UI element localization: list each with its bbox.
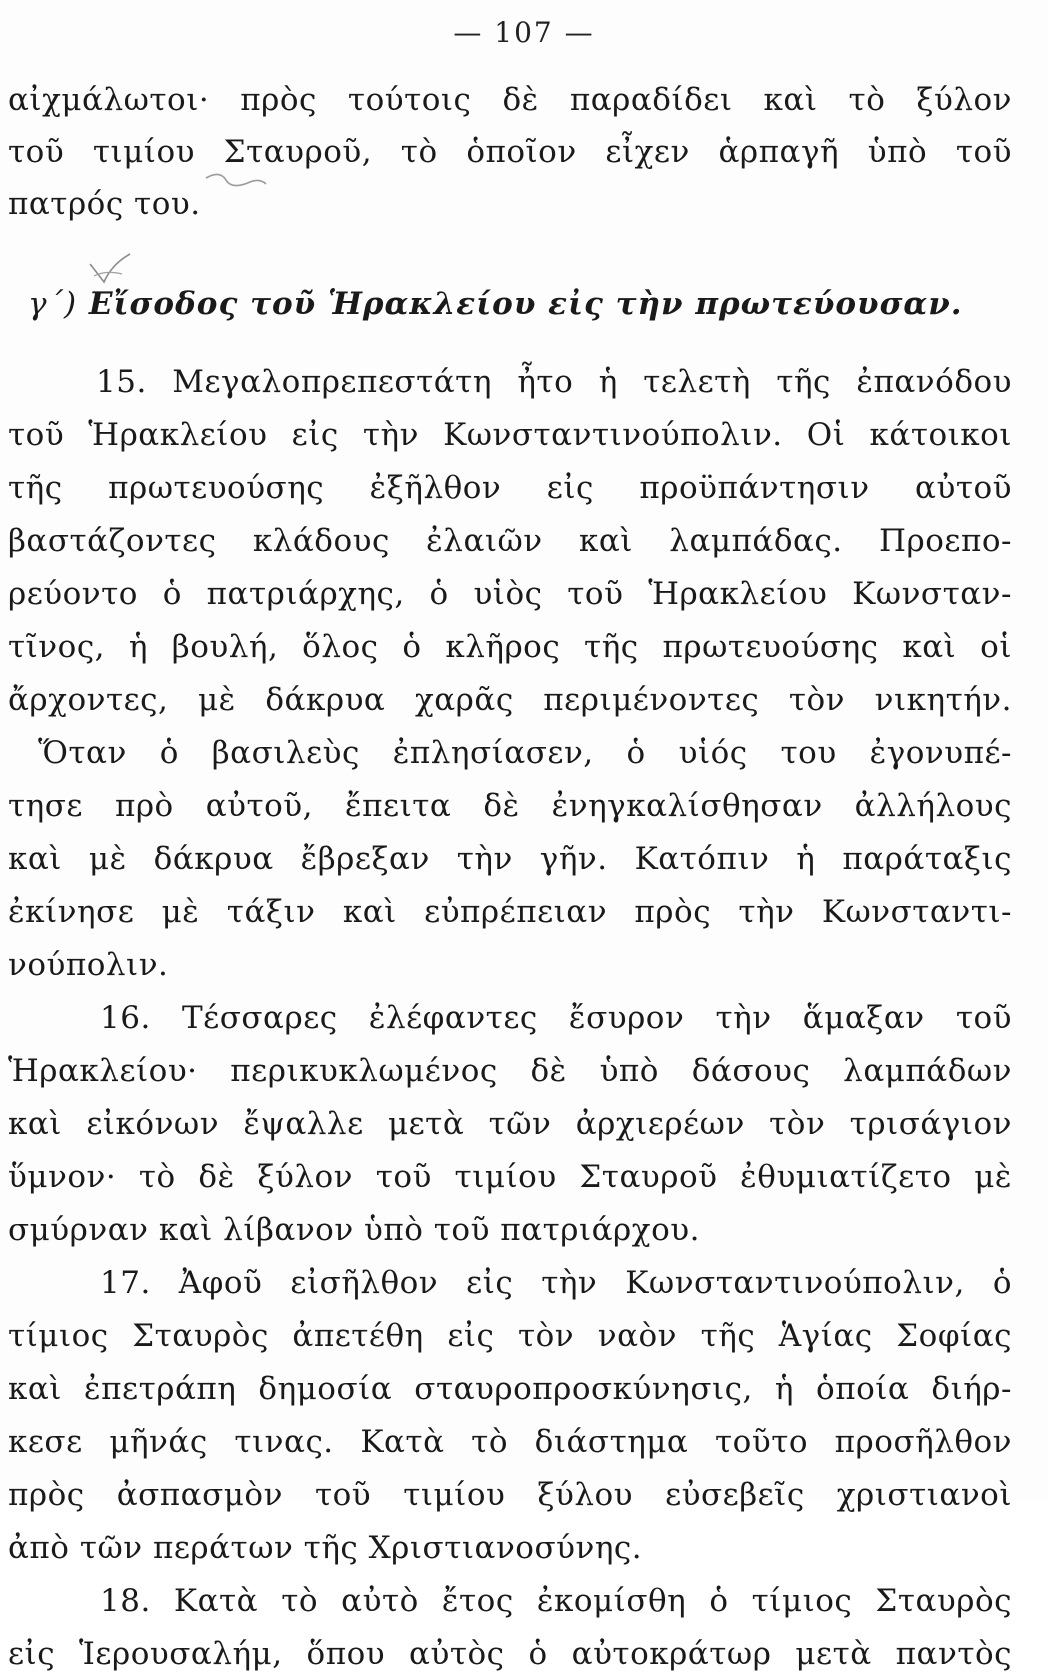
text-line: 17. Ἀφοῦ εἰσῆλθον εἰς τὴν Κωνσταντινούπολιν, ὁ [100, 1265, 1012, 1301]
text-line: ἐκίνησε μὲ τάξιν καὶ εὐπρέπειαν πρὸς τὴν Κωνσταντι- [8, 894, 1012, 930]
text-line: τοῦ Ἡρακλείου εἰς τὴν Κωνσταντινούπολιν. Οἱ κάτοικοι [8, 417, 1012, 453]
text-line: 18. Κατὰ τὸ αὐτὸ ἔτος ἐκομίσθη ὁ τίμιος Σταυρὸς [100, 1583, 1012, 1619]
pencil-mark [200, 168, 270, 196]
text-line: καὶ ἐπετράπη δημοσία σταυροπροσκύνησις, ἡ ὁποία διήρ- [8, 1371, 1012, 1407]
text-line: βαστάζοντες κλάδους ἐλαιῶν καὶ λαμπάδας. Προεπο- [8, 523, 1012, 559]
heading-marker: γ΄) [28, 286, 78, 322]
section-heading [28, 278, 963, 330]
page-number: — 107 — [453, 16, 595, 49]
text-line: εἰς Ἱερουσαλήμ, ὅπου αὐτὸς ὁ αὐτοκράτωρ μετὰ παντὸς [8, 1636, 1012, 1672]
text-line: πατρός του. [8, 186, 201, 222]
text-line: τησε πρὸ αὐτοῦ, ἔπειτα δὲ ἐνηγκαλίσθησαν ἀλλήλους [8, 788, 1012, 824]
text-line: αἰχμάλωτοι· πρὸς τούτοις δὲ παραδίδει καὶ τὸ ξύλον [8, 82, 1012, 118]
text-line: τίμιος Σταυρὸς ἀπετέθη εἰς τὸν ναὸν τῆς Ἁγίας Σοφίας [8, 1318, 1012, 1354]
text-line: πρὸς ἀσπασμὸν τοῦ τιμίου ξύλου εὐσεβεῖς χριστιανοὶ [8, 1477, 1012, 1513]
text-line: τῖνος, ἡ βουλή, ὅλος ὁ κλῆρος τῆς πρωτευούσης καὶ οἱ [8, 629, 1012, 665]
text-line: κεσε μῆνάς τινας. Κατὰ τὸ διάστημα τοῦτο προσῆλθον [8, 1424, 1012, 1460]
text-line: ρεύοντο ὁ πατριάρχης, ὁ υἱὸς τοῦ Ἡρακλείου Κωνσταν- [8, 576, 1012, 612]
text-line: καὶ μὲ δάκρυα ἔβρεξαν τὴν γῆν. Κατόπιν ἡ παράταξις [8, 841, 1012, 877]
text-line: καὶ εἰκόνων ἔψαλλε μετὰ τῶν ἀρχιερέων τὸν τρισάγιον [8, 1106, 1012, 1142]
text-line: τῆς πρωτευούσης ἐξῆλθον εἰς προϋπάντησιν αὐτοῦ [8, 470, 1012, 506]
text-line: τοῦ τιμίου Σταυροῦ, τὸ ὁποῖον εἶχεν ἁρπαγῆ ὑπὸ τοῦ [8, 134, 1012, 170]
text-line: ἀπὸ τῶν περάτων τῆς Χριστιανοσύνης. [8, 1530, 643, 1566]
text-line: νούπολιν. [8, 947, 169, 983]
heading-title: Εἴσοδος τοῦ Ἡρακλείου εἰς τὴν πρωτεύουσαν. [88, 286, 963, 322]
text-line: 16. Τέσσαρες ἐλέφαντες ἔσυρον τὴν ἅμαξαν τοῦ [100, 1000, 1012, 1036]
text-line: ὕμνον· τὸ δὲ ξύλον τοῦ τιμίου Σταυροῦ ἐθυμιατίζετο μὲ [8, 1159, 1012, 1195]
text-line: Ὅταν ὁ βασιλεὺς ἐπλησίασεν, ὁ υἱός του ἐγονυπέ- [38, 735, 1012, 771]
text-line: 15. Μεγαλοπρεπεστάτη ἦτο ἡ τελετὴ τῆς ἐπανόδου [96, 364, 1012, 400]
text-line: Ἡρακλείου· περικυκλωμένος δὲ ὑπὸ δάσους λαμπάδων [8, 1053, 1012, 1089]
text-line: σμύρναν καὶ λίβανον ὑπὸ τοῦ πατριάρχου. [8, 1212, 700, 1248]
text-line: ἄρχοντες, μὲ δάκρυα χαρᾶς περιμένοντες τὸν νικητήν. [8, 682, 1012, 718]
